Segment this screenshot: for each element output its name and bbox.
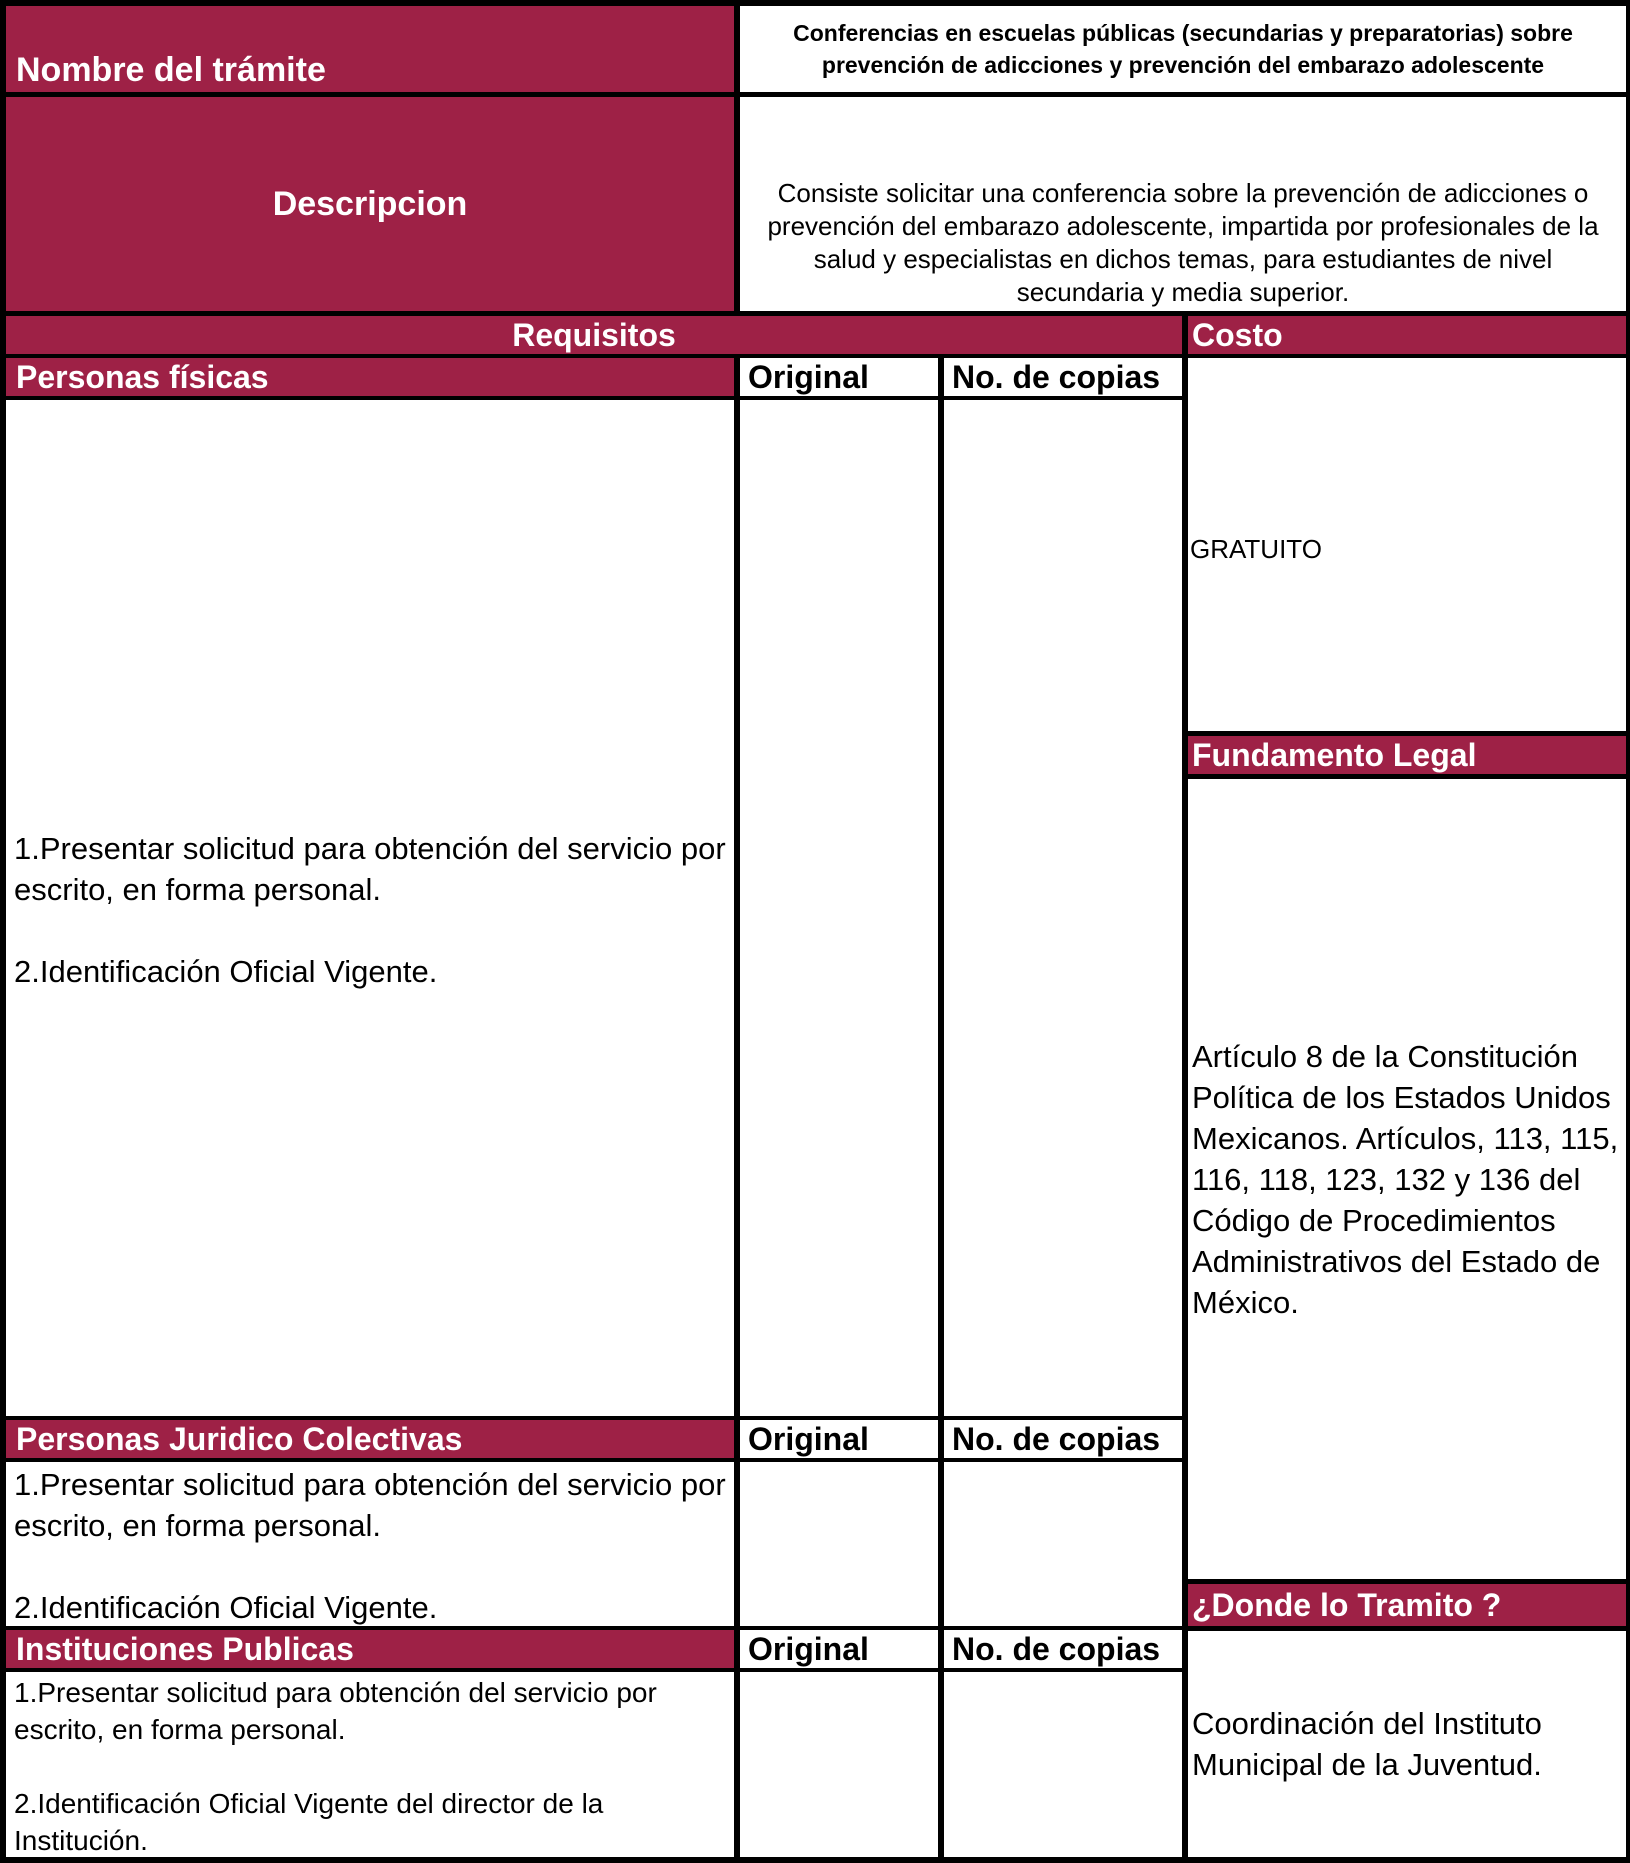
descripcion-label-text: Descripcion: [272, 184, 468, 223]
ip-copias-text: No. de copias: [952, 1631, 1161, 1667]
costo-value: [1188, 358, 1626, 731]
divider-ip-top: [0, 1626, 1188, 1630]
divider-costo-bottom: [1182, 731, 1630, 736]
instituciones-requisitos: [6, 1672, 734, 1857]
divider-fundamento-head: [1182, 774, 1630, 779]
personas-fisicas-original-header: [740, 358, 938, 396]
divider-requisitos-head: [0, 354, 1630, 358]
personas-fisicas-copias-header: [944, 358, 1182, 396]
pf-requisitos-text: 1.Presentar solicitud para obtención del servicio por escrito, en forma personal. 2.Identificación Oficial Vigente.: [14, 831, 726, 989]
instituciones-label: [6, 1630, 734, 1668]
divider-ip-head: [0, 1668, 1188, 1672]
fundamento-header-text: Fundamento Legal: [1192, 736, 1477, 773]
descripcion-value: [740, 97, 1626, 311]
personas-fisicas-requisitos: [6, 400, 734, 1416]
donde-header-text: ¿Donde lo Tramito ?: [1192, 1586, 1502, 1623]
pj-original-text: Original: [748, 1421, 869, 1457]
pj-copias-text: No. de copias: [952, 1421, 1161, 1457]
divider-row1: [0, 92, 1630, 97]
nombre-tramite-label-text: Nombre del trámite: [16, 51, 326, 89]
costo-header: [1188, 316, 1626, 354]
divider-row2: [0, 311, 1630, 316]
personas-juridico-copias-header: [944, 1420, 1182, 1458]
pf-original-text: Original: [748, 359, 869, 395]
personas-juridico-original-header: [740, 1420, 938, 1458]
personas-fisicas-label: [6, 358, 734, 396]
pj-requisitos-text: 1.Presentar solicitud para obtención del servicio por escrito, en forma personal. 2.Identificación Oficial Vigente.: [14, 1467, 726, 1625]
costo-value-text: GRATUITO: [1190, 534, 1322, 564]
border-left: [0, 0, 6, 1863]
donde-value-text: Coordinación del Instituto Municipal de la Juventud.: [1192, 1706, 1542, 1782]
nombre-tramite-value-text: Conferencias en escuelas públicas (secundarias y preparatorias) sobre prevención de adicciones y prevención del embarazo adolescente: [793, 20, 1573, 78]
fundamento-value: [1188, 779, 1626, 1579]
nombre-tramite-label: [6, 6, 734, 92]
personas-juridico-label-text: Personas Juridico Colectivas: [16, 1421, 463, 1457]
border-top: [0, 0, 1630, 6]
divider-pj-head: [0, 1458, 1188, 1462]
fundamento-value-text: Artículo 8 de la Constitución Política de los Estados Unidos Mexicanos. Artículos, 113, 115, 116, 118, 123, 132 y 136 del Código de Procedimientos Administrativos del Estado de México.: [1192, 1038, 1619, 1320]
fundamento-header: [1188, 736, 1626, 774]
personas-juridico-label: [6, 1420, 734, 1458]
instituciones-original-header: [740, 1630, 938, 1668]
ip-requisitos-text: 1.Presentar solicitud para obtención del servicio por escrito, en forma personal. 2.Identificación Oficial Vigente del director de la Institución.: [14, 1677, 657, 1856]
divider-col-copias: [938, 354, 944, 1863]
donde-header: [1188, 1584, 1626, 1626]
divider-col-original: [734, 354, 740, 1863]
donde-value: [1188, 1631, 1626, 1857]
ip-original-text: Original: [748, 1631, 869, 1667]
divider-pj-top: [0, 1416, 1188, 1420]
instituciones-copias-header: [944, 1630, 1182, 1668]
personas-juridico-requisitos: [6, 1462, 734, 1626]
instituciones-label-text: Instituciones Publicas: [16, 1631, 354, 1667]
divider-fundamento-bottom: [1182, 1579, 1630, 1584]
pf-copias-text: No. de copias: [952, 359, 1161, 395]
nombre-tramite-value: [740, 6, 1626, 92]
personas-fisicas-label-text: Personas físicas: [16, 359, 269, 395]
descripcion-label: [6, 97, 734, 311]
border-bottom: [0, 1857, 1630, 1863]
divider-donde-head: [1182, 1626, 1630, 1631]
divider-pf-head: [0, 396, 1188, 400]
descripcion-value-text: Consiste solicitar una conferencia sobre la prevención de adicciones o prevención del embarazo adolescente, impartida por profesionales de la salud y especialistas en dichos temas, para estudiantes de nivel secundaria y media superior.: [767, 178, 1599, 307]
costo-header-text: Costo: [1192, 316, 1283, 353]
requisitos-header-text: Requisitos: [512, 316, 676, 353]
requisitos-header: [6, 316, 1182, 354]
divider-top-vertical: [734, 0, 740, 316]
